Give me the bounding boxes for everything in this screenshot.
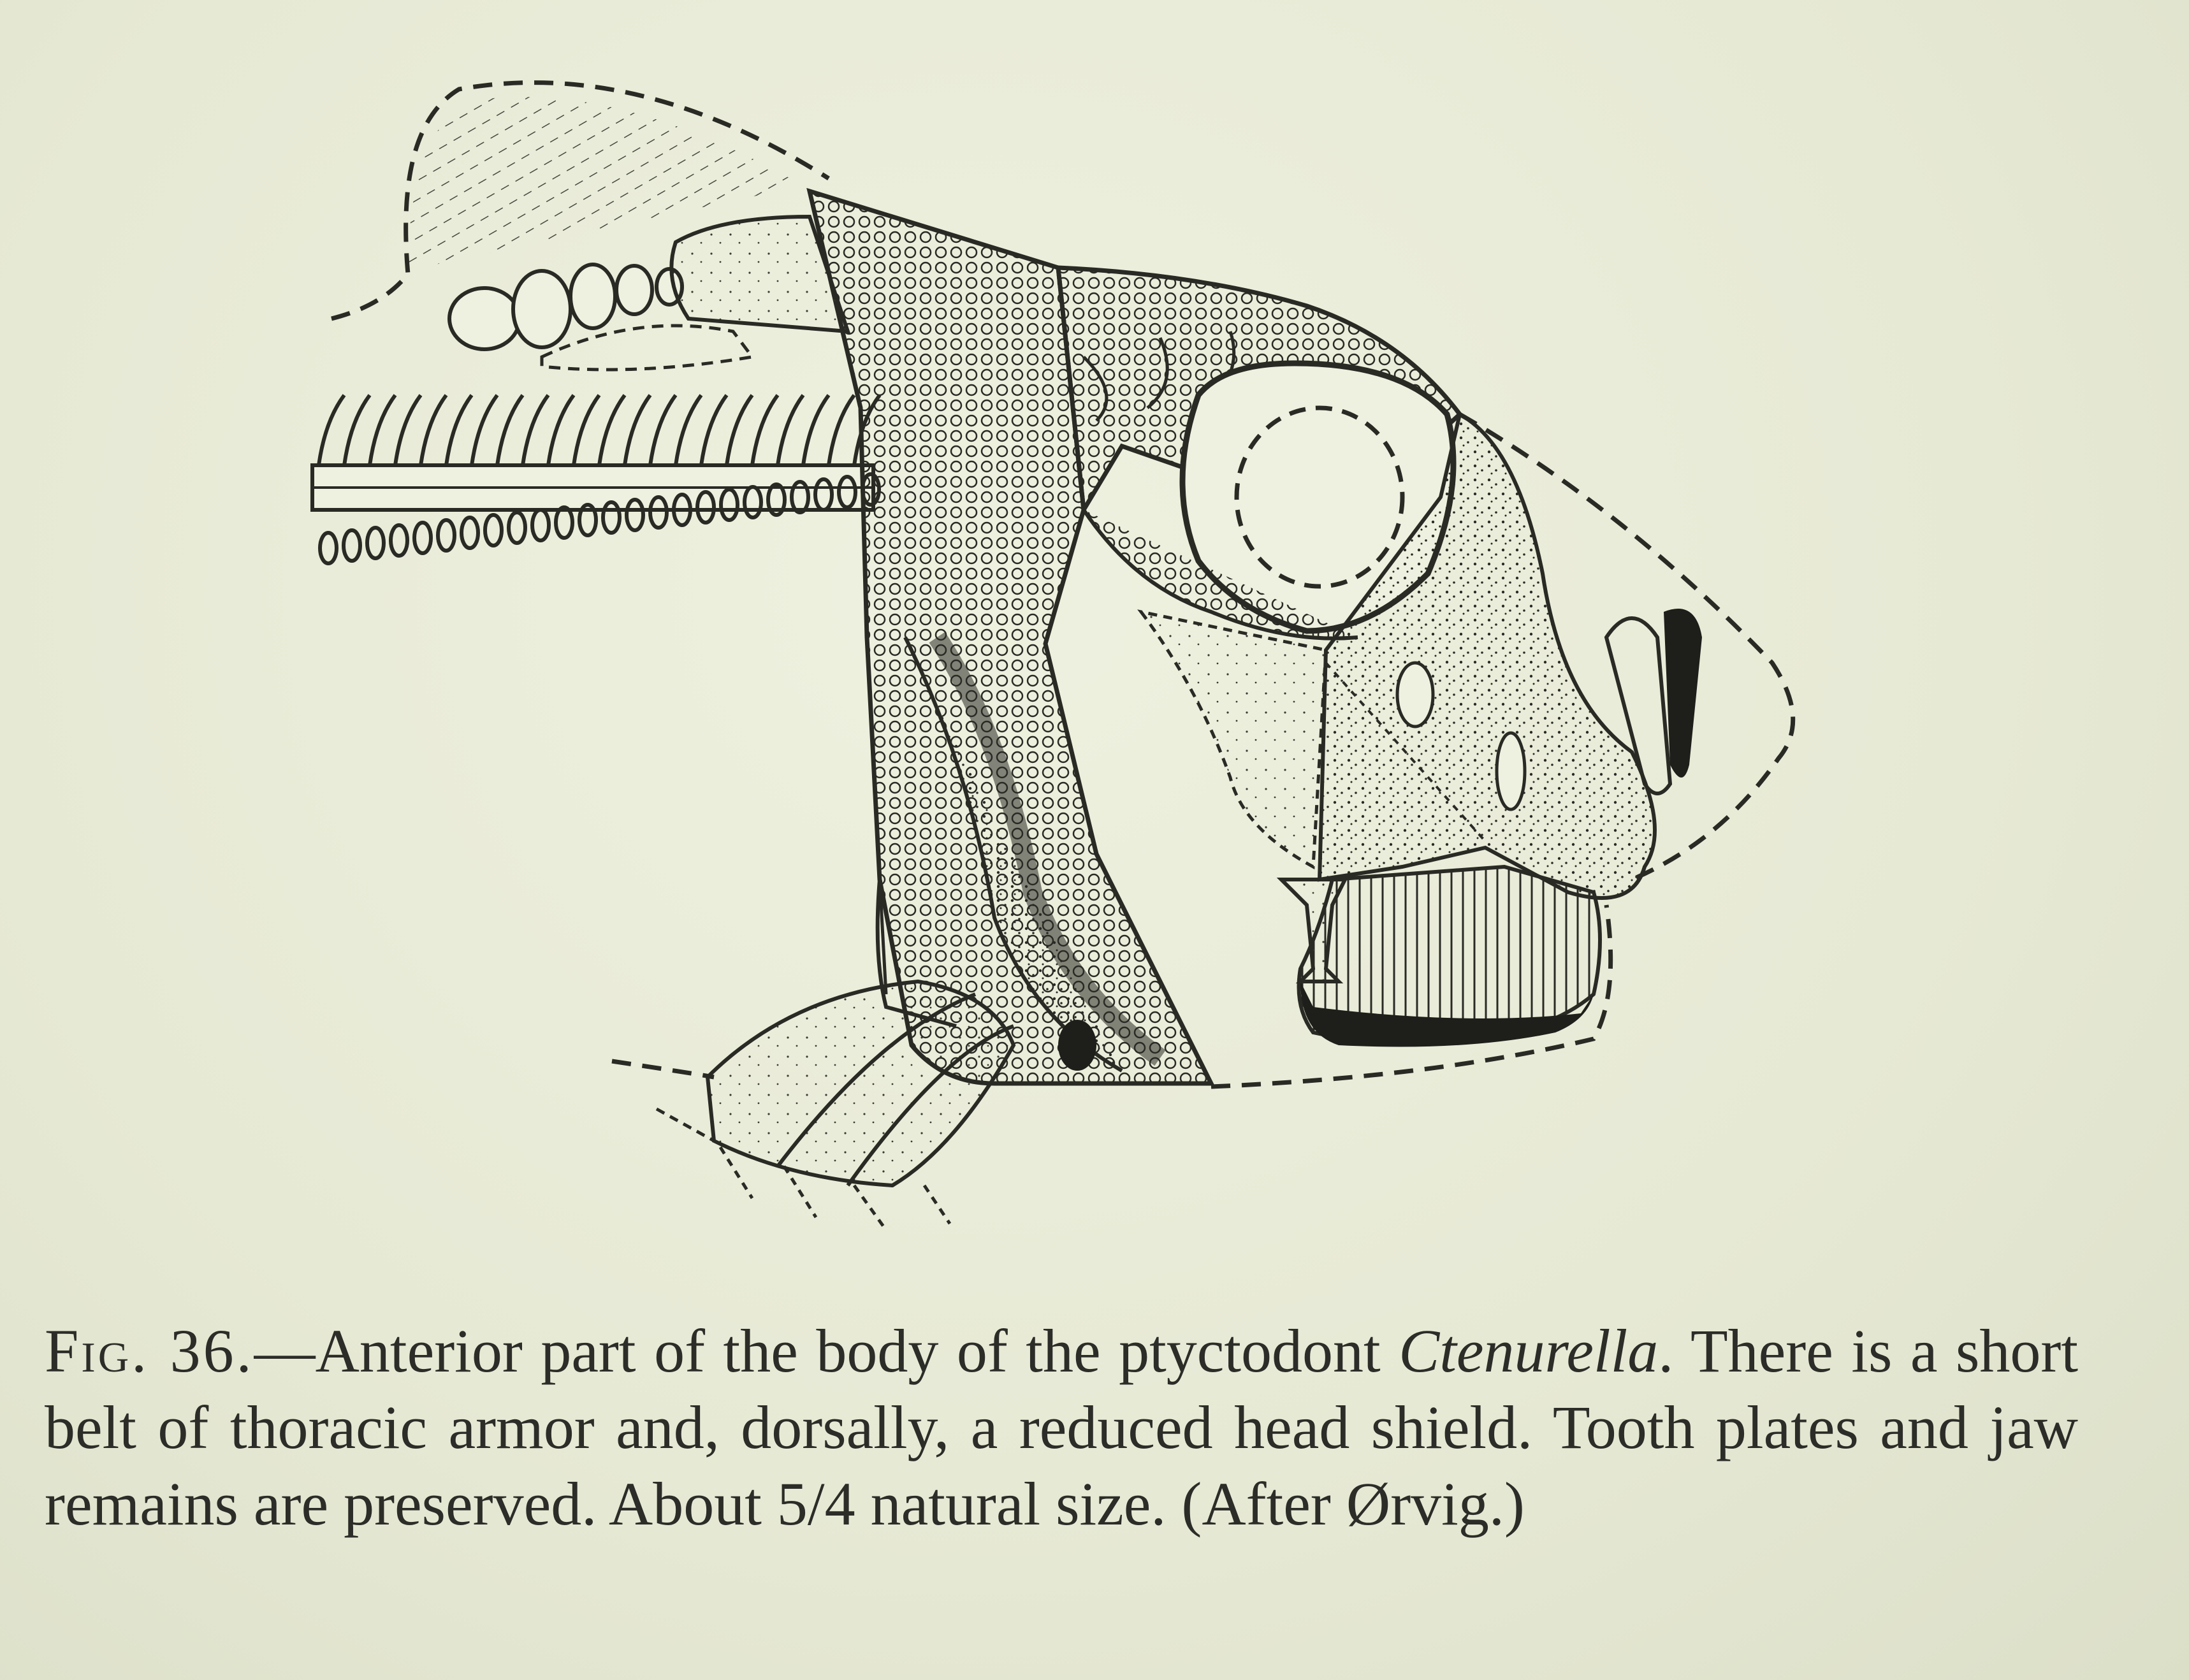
caption-text-1: Anterior part of the body of the ptyctodont	[315, 1317, 1399, 1385]
neural-spine	[599, 395, 625, 465]
neural-spine	[727, 395, 752, 465]
vertebral-column	[312, 465, 873, 510]
neural-spine	[421, 395, 446, 465]
lower-jaw	[1281, 867, 1600, 1047]
genus-name: Ctenurella	[1399, 1317, 1659, 1385]
neural-spine	[625, 395, 650, 465]
haemal-arch	[344, 530, 360, 561]
haemal-arch	[509, 512, 525, 543]
caption-dash: —	[254, 1317, 316, 1385]
neural-spine	[523, 395, 548, 465]
caption-text-2: . There is a short belt of thoracic armor and, dorsally, a reduced head shield. Tooth plates and jaw remains are preserved. About 5/4 natural size. (After Ørvig.)	[45, 1317, 2079, 1538]
neural-spine	[701, 395, 727, 465]
neural-spine	[497, 395, 523, 465]
haemal-arch	[532, 510, 549, 540]
neural-spine	[676, 395, 701, 465]
neural-spine	[752, 395, 778, 465]
haemal-arch	[462, 518, 478, 548]
neural-spine	[395, 395, 421, 465]
neural-spine	[446, 395, 472, 465]
haemal-arch	[485, 515, 502, 546]
figure-label: Fig. 36.	[45, 1317, 254, 1385]
neural-spine	[803, 395, 829, 465]
neural-spine	[574, 395, 599, 465]
neural-spine	[650, 395, 676, 465]
haemal-arch	[367, 528, 384, 558]
neural-spine	[370, 395, 395, 465]
haemal-arch	[391, 525, 407, 556]
neural-arches	[319, 395, 880, 465]
neural-spine	[829, 395, 854, 465]
neural-spine	[778, 395, 803, 465]
neural-spine	[472, 395, 497, 465]
haemal-arch	[320, 533, 337, 563]
haemal-arch	[556, 507, 572, 538]
neural-spine	[548, 395, 574, 465]
haemal-arch	[414, 523, 431, 553]
neural-spine	[319, 395, 344, 465]
haemal-arch	[438, 520, 455, 551]
figure-caption	[45, 1313, 2078, 1542]
neural-spine	[344, 395, 370, 465]
